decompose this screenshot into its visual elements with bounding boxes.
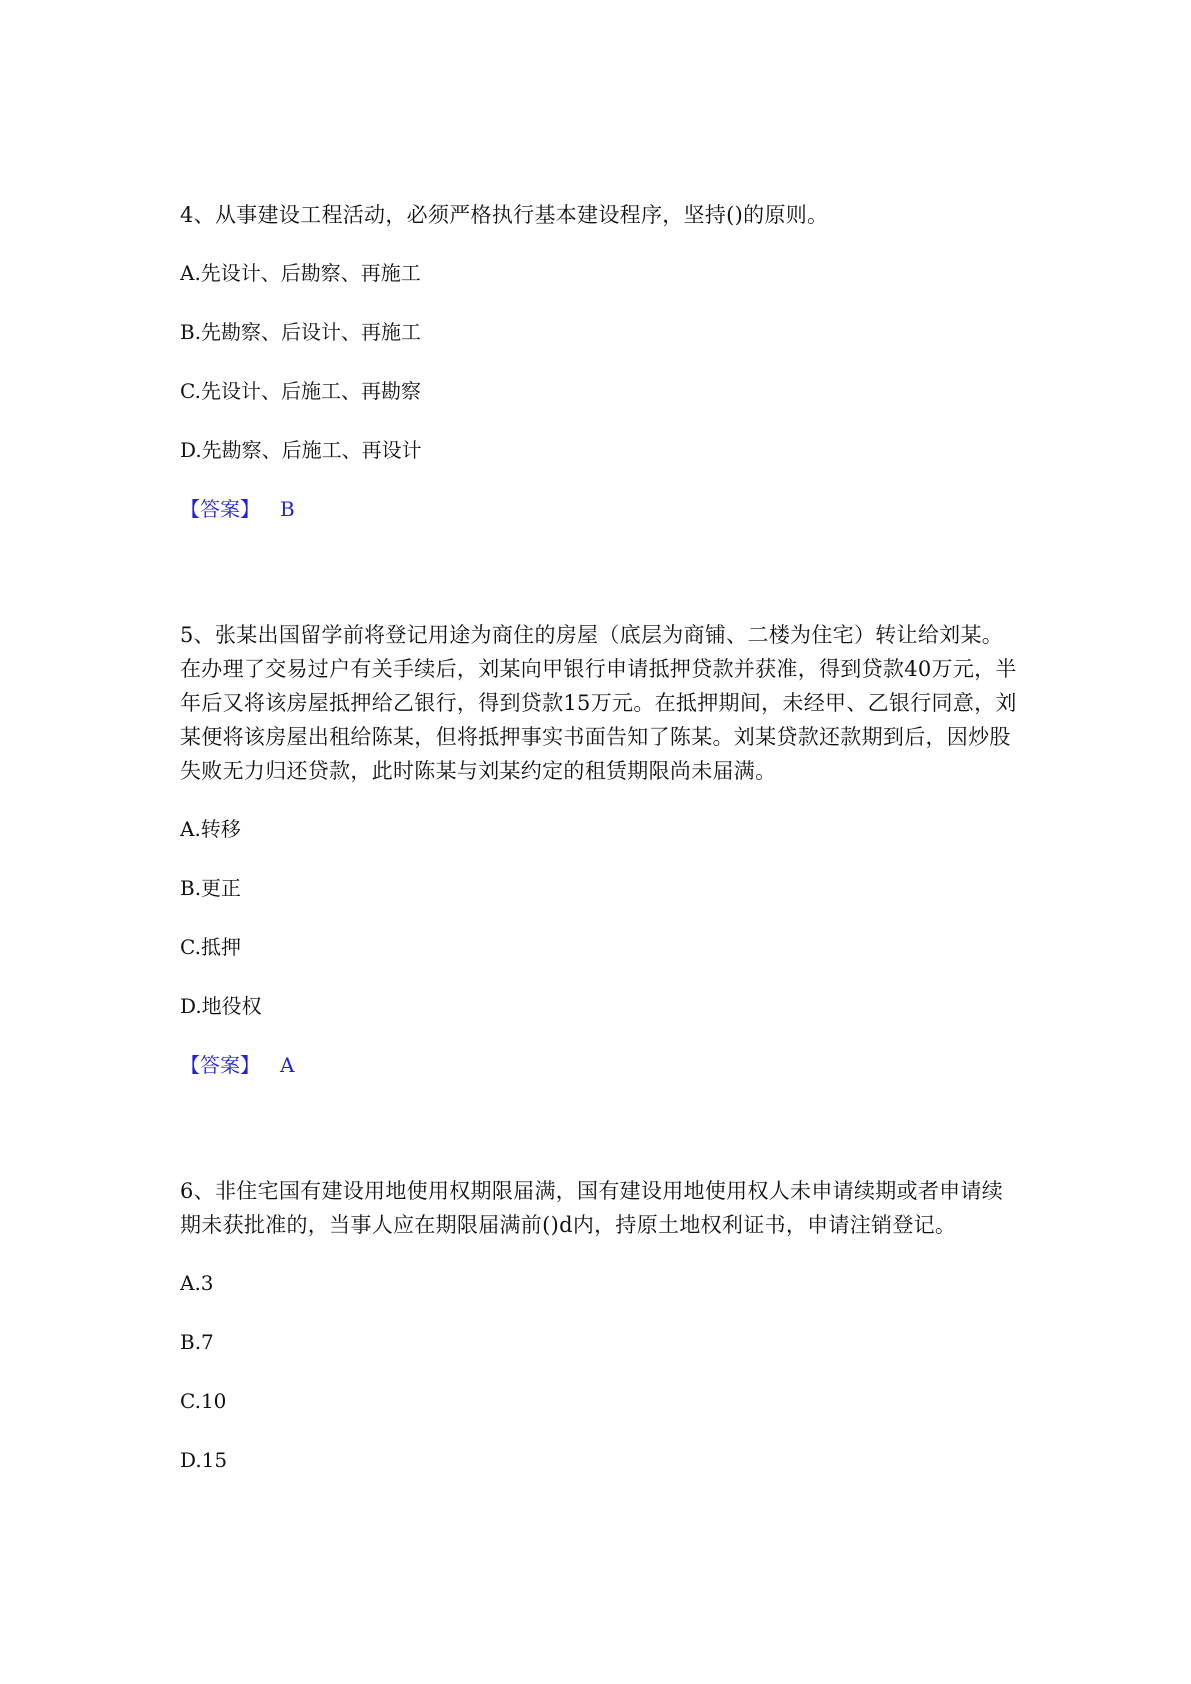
option-list <box>180 1266 1020 1477</box>
option-a: A.转移 <box>180 817 241 841</box>
answer-value: A <box>280 1053 295 1077</box>
answer-line <box>180 1048 1020 1082</box>
question-6 <box>180 1174 1020 1477</box>
option-c: C.10 <box>180 1389 227 1413</box>
option-list <box>180 256 1020 467</box>
answer-label: 【答案】 <box>180 1053 260 1077</box>
question-text: 5、张某出国留学前将登记用途为商住的房屋（底层为商铺、二楼为住宅）转让给刘某。在办理了交易过户有关手续后，刘某向甲银行申请抵押贷款并获准，得到贷款40万元，半年后又将该房屋抵押给乙银行，得到贷款15万元。在抵押期间，未经甲、乙银行同意，刘某便将该房屋出租给陈某，但将抵押事实书面告知了陈某。刘某贷款还款期到后，因炒股失败无力归还贷款，此时陈某与刘某约定的租赁期限尚未届满。 <box>180 623 1017 783</box>
answer-label: 【答案】 <box>180 497 260 521</box>
option-d: D.先勘察、后施工、再设计 <box>180 438 422 462</box>
spacer <box>180 526 1020 618</box>
question-4 <box>180 198 1020 618</box>
question-list <box>180 198 1020 1502</box>
question-5 <box>180 618 1020 1174</box>
answer-value: B <box>280 497 295 521</box>
option-c: C.先设计、后施工、再勘察 <box>180 379 421 403</box>
option-d: D.15 <box>180 1448 228 1472</box>
option-d: D.地役权 <box>180 994 262 1018</box>
option-b: B.7 <box>180 1330 214 1354</box>
question-text: 4、从事建设工程活动，必须严格执行基本建设程序，坚持()的原则。 <box>180 203 829 227</box>
option-b: B.更正 <box>180 876 242 900</box>
answer-line <box>180 492 1020 526</box>
spacer <box>180 1082 1020 1174</box>
option-b: B.先勘察、后设计、再施工 <box>180 320 422 344</box>
option-c: C.抵押 <box>180 935 241 959</box>
question-text: 6、非住宅国有建设用地使用权期限届满，国有建设用地使用权人未申请续期或者申请续期未获批准的，当事人应在期限届满前()d内，持原土地权利证书，申请注销登记。 <box>180 1179 1004 1237</box>
option-a: A.3 <box>180 1271 214 1295</box>
option-a: A.先设计、后勘察、再施工 <box>180 261 421 285</box>
option-list <box>180 812 1020 1023</box>
